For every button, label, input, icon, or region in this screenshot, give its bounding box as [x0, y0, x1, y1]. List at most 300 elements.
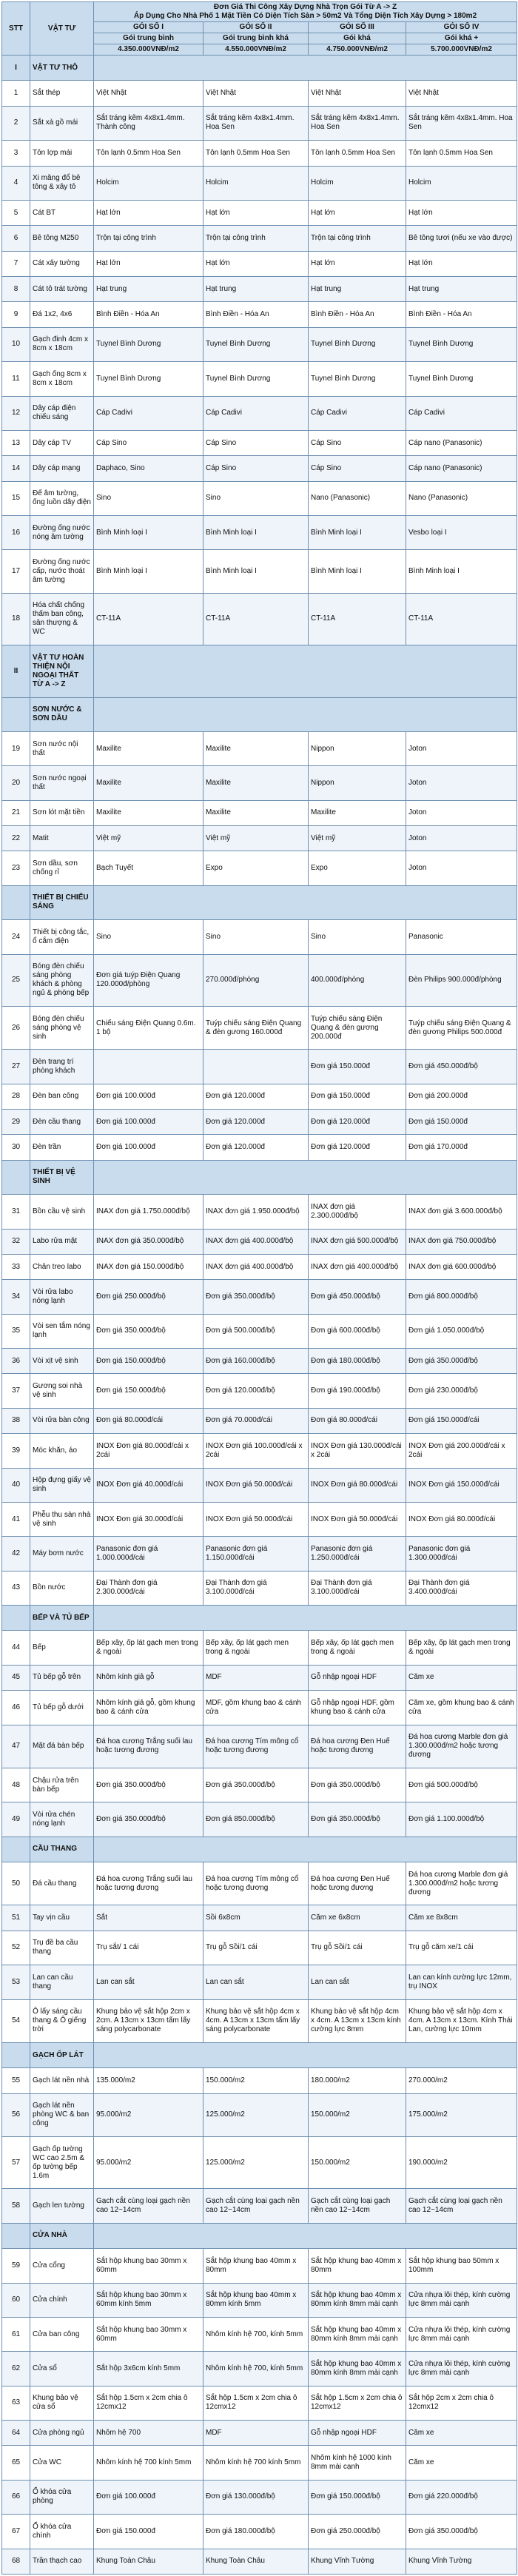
row-package-3-value: Expo	[309, 851, 406, 885]
row-package-3-value: Căm xe 6x8cm	[309, 1905, 406, 1931]
row-stt: 24	[2, 920, 30, 954]
row-package-1-value: Cáp Cadivi	[94, 396, 204, 430]
row-package-3-value: Gỗ nhập ngoại HDF	[309, 1665, 406, 1690]
row-package-3-value: Bình Minh loại I	[309, 550, 406, 593]
row-package-2-value: 270.000đ/phòng	[204, 954, 309, 1006]
table-row	[2, 1905, 517, 1931]
row-item-name: Đèn trần	[30, 1135, 94, 1160]
row-stt	[2, 1837, 30, 1862]
row-package-4-value: INAX đơn giá 750.000đ/bộ	[406, 1229, 517, 1254]
row-stt: 34	[2, 1280, 30, 1314]
section-title: THIẾT BỊ VỆ SINH	[30, 1160, 94, 1194]
row-stt: 23	[2, 851, 30, 885]
row-package-3-value: Tuýp chiếu sáng Điện Quang & đèn gương 200.000đ	[309, 1006, 406, 1049]
row-item-name: Cửa phòng ngủ	[30, 2421, 94, 2446]
table-row	[2, 1571, 517, 1605]
section-filler	[94, 645, 517, 697]
table-row	[2, 1280, 517, 1314]
table-row	[2, 593, 517, 645]
row-package-2-value: Đơn giá 180.000đ/bộ	[204, 2515, 309, 2549]
row-stt: 66	[2, 2480, 30, 2514]
row-stt: 64	[2, 2421, 30, 2446]
row-package-2-value: Nhôm kính hệ 700, kính 5mm	[204, 2352, 309, 2386]
row-package-1-value: Chiếu sáng Điện Quang 0.6m. 1 bộ	[94, 1006, 204, 1049]
table-row	[2, 396, 517, 430]
row-package-4-value: 175.000/m2	[406, 2093, 517, 2136]
row-package-1-value: Trộn tại công trình	[94, 226, 204, 251]
row-stt: 38	[2, 1408, 30, 1433]
row-package-2-value: Sồi 6x8cm	[204, 1905, 309, 1931]
row-package-1-value: INAX đơn giá 1.750.000đ/bộ	[94, 1195, 204, 1229]
row-stt: 39	[2, 1434, 30, 1468]
row-package-2-value: Bình Điền - Hóa An	[204, 302, 309, 327]
section-title: SƠN NƯỚC & SƠN DẦU	[30, 697, 94, 731]
section-title: VẬT TƯ HOÀN THIỆN NỘI NGOẠI THẤT TỪ A -> Z	[30, 645, 94, 697]
row-package-1-value: INAX đơn giá 150.000đ/bộ	[94, 1254, 204, 1279]
row-item-name: Ổ khóa cửa phòng	[30, 2480, 94, 2514]
row-package-1-value: Đơn giá 100.000đ	[94, 2480, 204, 2514]
row-package-4-value: Lan can kính cường lực 12mm, trụ INOX	[406, 1965, 517, 1999]
row-package-3-value: 150.000/m2	[309, 2093, 406, 2136]
row-item-name: Chân treo labo	[30, 1254, 94, 1279]
row-package-4-value: Hạt lớn	[406, 200, 517, 225]
row-stt: 18	[2, 593, 30, 645]
row-package-2-value: Cáp Sino	[204, 456, 309, 481]
row-stt: 25	[2, 954, 30, 1006]
row-stt: 58	[2, 2189, 30, 2223]
row-package-1-value: Sắt hộp 1.5cm x 2cm chia ô 12cmx12	[94, 2386, 204, 2420]
row-package-3-value: Đơn giá 150.000đ	[309, 1050, 406, 1084]
row-item-name: Vòi sen tắm nóng lạnh	[30, 1314, 94, 1348]
row-package-1-value: Sắt hộp khung bao 30mm x 60mm	[94, 2249, 204, 2283]
row-package-3-value: INOX Đơn giá 80.000đ/cái	[309, 1468, 406, 1502]
row-package-4-value: Đơn giá 150.000đ/cái	[406, 1408, 517, 1433]
table-row	[2, 731, 517, 765]
row-package-4-value: Joton	[406, 800, 517, 825]
row-stt: 61	[2, 2317, 30, 2351]
table-row	[2, 1006, 517, 1049]
table-row	[2, 516, 517, 550]
row-stt: 52	[2, 1931, 30, 1965]
row-stt: 1	[2, 81, 30, 106]
row-item-name: Mặt đá bàn bếp	[30, 1725, 94, 1768]
row-package-4-value: Joton	[406, 826, 517, 851]
row-package-3-value: 400.000đ/phòng	[309, 954, 406, 1006]
row-item-name: Gạch ống 8cm x 8cm x 18cm	[30, 362, 94, 396]
section-filler	[94, 885, 517, 919]
row-package-3-value: Bình Điền - Hóa An	[309, 302, 406, 327]
row-package-4-value: Căm xe	[406, 1665, 517, 1690]
row-item-name: Dây cáp điện chiếu sáng	[30, 396, 94, 430]
row-package-4-value: Holcim	[406, 166, 517, 200]
row-package-1-value: Việt Nhật	[94, 81, 204, 106]
header-vat-tu: VẬT TƯ	[30, 2, 94, 56]
row-package-3-value: Đơn giá 150.000đ	[309, 1084, 406, 1109]
row-stt: 63	[2, 2386, 30, 2420]
row-package-4-value: Đơn giá 170.000đ	[406, 1135, 517, 1160]
section-filler	[94, 1837, 517, 1862]
row-package-3-value: Sắt hộp khung bao 40mm x 80mm	[309, 2249, 406, 2283]
row-stt: 47	[2, 1725, 30, 1768]
row-package-3-value: Đơn giá 250.000đ/bộ	[309, 2515, 406, 2549]
row-package-4-value: Sắt hộp khung bao 50mm x 100mm	[406, 2249, 517, 2283]
row-package-2-value: Đơn giá 850.000đ/bộ	[204, 1802, 309, 1837]
package-3: GÓI SỐ III	[309, 22, 406, 33]
table-row	[2, 2249, 517, 2283]
row-package-4-value: Khung bảo vệ sắt hộp 4cm x 4cm. A 13cm x 13cm. Kính Thái Lan, cường lực 10mm	[406, 1999, 517, 2042]
row-package-3-value: Cáp Cadivi	[309, 396, 406, 430]
row-item-name: Bóng đèn chiếu sáng phòng vệ sinh	[30, 1006, 94, 1049]
row-stt: 31	[2, 1195, 30, 1229]
section-row	[2, 1837, 517, 1862]
row-item-name: Sơn lót mặt tiền	[30, 800, 94, 825]
row-package-2-value: Sắt hộp 1.5cm x 2cm chia ô 12cmx12	[204, 2386, 309, 2420]
row-package-1-value: Nhôm kính giả gỗ, gồm khung bao & cánh cửa	[94, 1691, 204, 1725]
table-row	[2, 166, 517, 200]
row-package-4-value: Tuynel Bình Dương	[406, 362, 517, 396]
row-package-2-value: Maxilite	[204, 731, 309, 765]
price-table-sheet	[1, 1, 517, 2575]
grade-1: Gói trung bình	[94, 33, 204, 44]
row-package-4-value: Tôn lạnh 0.5mm Hoa Sen	[406, 141, 517, 166]
table-row	[2, 1768, 517, 1802]
row-package-2-value: Hạt lớn	[204, 251, 309, 276]
row-item-name: Gạch ốp tường WC cao 2.5m & ốp tường bếp 1.6m	[30, 2137, 94, 2189]
table-row	[2, 251, 517, 276]
row-package-1-value: Đơn giá 150.000đ/bộ	[94, 1349, 204, 1374]
row-item-name: Cửa ban công	[30, 2317, 94, 2351]
row-package-3-value: Hạt lớn	[309, 251, 406, 276]
row-item-name: Vòi rửa chén nóng lạnh	[30, 1802, 94, 1837]
row-package-1-value: CT-11A	[94, 593, 204, 645]
row-package-3-value: Đơn giá 120.000đ	[309, 1110, 406, 1135]
row-package-1-value: Hạt lớn	[94, 251, 204, 276]
row-package-3-value: INOX Đơn giá 130.000đ/cái x 2cái	[309, 1434, 406, 1468]
section-filler	[94, 2042, 517, 2067]
row-package-4-value: Đơn giá 220.000đ/bộ	[406, 2480, 517, 2514]
row-stt: 55	[2, 2068, 30, 2093]
table-row	[2, 1862, 517, 1905]
table-row	[2, 141, 517, 166]
row-package-4-value: Hạt trung	[406, 277, 517, 302]
row-package-1-value: Đơn giá 150.000đ	[94, 2515, 204, 2549]
row-package-1-value: Nhôm kính giả gỗ	[94, 1665, 204, 1690]
section-title: VẬT TƯ THÔ	[30, 56, 94, 81]
row-package-2-value: 125.000/m2	[204, 2093, 309, 2136]
row-package-3-value: Sắt hộp khung bao 40mm x 80mm kính 8mm mài cạnh	[309, 2283, 406, 2317]
row-package-3-value: Đại Thành đơn giá 3.100.000đ/cái	[309, 1571, 406, 1605]
row-package-2-value: INAX đơn giá 400.000đ/bộ	[204, 1229, 309, 1254]
grade-4: Gói khá +	[406, 33, 517, 44]
row-package-1-value: Bạch Tuyết	[94, 851, 204, 885]
row-stt: II	[2, 645, 30, 697]
row-item-name: Sơn dầu, sơn chống rỉ	[30, 851, 94, 885]
row-item-name: Cửa WC	[30, 2446, 94, 2480]
row-package-2-value: Nhôm kính hệ 700, kính 5mm	[204, 2317, 309, 2351]
table-row	[2, 1349, 517, 1374]
row-package-2-value: Đơn giá 120.000đ	[204, 1110, 309, 1135]
table-row	[2, 1665, 517, 1690]
grade-2: Gói trung bình khá	[204, 33, 309, 44]
row-package-2-value: Trộn tại công trình	[204, 226, 309, 251]
row-package-3-value: Gỗ nhập ngoại HDF	[309, 2421, 406, 2446]
row-package-2-value: Đá hoa cương Tím mông cổ hoặc tương đương	[204, 1725, 309, 1768]
table-row	[2, 106, 517, 140]
row-package-2-value: Bình Minh loại I	[204, 516, 309, 550]
row-package-2-value: Lan can sắt	[204, 1965, 309, 1999]
table-row	[2, 1408, 517, 1433]
table-row	[2, 1999, 517, 2042]
table-row	[2, 1314, 517, 1348]
row-package-2-value: Việt Nhật	[204, 81, 309, 106]
row-stt: 15	[2, 481, 30, 515]
row-package-3-value: Đơn giá 180.000đ/bộ	[309, 1349, 406, 1374]
section-filler	[94, 56, 517, 81]
row-stt: 11	[2, 362, 30, 396]
row-package-2-value: Sắt hộp khung bao 40mm x 80mm	[204, 2249, 309, 2283]
table-row	[2, 550, 517, 593]
row-stt	[2, 2223, 30, 2248]
row-package-3-value: Đá hoa cương Đen Huế hoặc tương đương	[309, 1725, 406, 1768]
row-package-4-value: Cửa nhựa lõi thép, kính cường lực 8mm mài cạnh	[406, 2352, 517, 2386]
row-item-name: Vòi rửa bàn công	[30, 1408, 94, 1433]
row-package-4-value: 190.000/m2	[406, 2137, 517, 2189]
row-stt: 30	[2, 1135, 30, 1160]
row-package-1-value: Bình Minh loại I	[94, 516, 204, 550]
row-package-2-value: Việt mỹ	[204, 826, 309, 851]
row-package-3-value: Nano (Panasonic)	[309, 481, 406, 515]
table-row	[2, 200, 517, 225]
row-package-3-value: INAX đơn giá 500.000đ/bộ	[309, 1229, 406, 1254]
row-stt: 68	[2, 2549, 30, 2574]
table-row	[2, 362, 517, 396]
row-package-4-value: Bếp xây, ốp lát gạch men trong & ngoài	[406, 1631, 517, 1665]
row-package-4-value: Sắt hộp 2cm x 2cm chia ô 12cmx12	[406, 2386, 517, 2420]
row-package-1-value: Panasonic đơn giá 1.000.000đ/cái	[94, 1537, 204, 1571]
row-package-4-value: Đơn giá 150.000đ	[406, 1110, 517, 1135]
row-package-1-value: Đơn giá 350.000đ/bộ	[94, 1768, 204, 1802]
row-package-4-value: Hạt lớn	[406, 251, 517, 276]
row-package-1-value: 135.000/m2	[94, 2068, 204, 2093]
table-row	[2, 430, 517, 455]
row-package-2-value: Gạch cắt cùng loại gạch nền cao 12~14cm	[204, 2189, 309, 2223]
row-stt: 32	[2, 1229, 30, 1254]
row-package-3-value: Maxilite	[309, 800, 406, 825]
row-package-3-value: 180.000/m2	[309, 2068, 406, 2093]
row-package-1-value: Bếp xây, ốp lát gạch men trong & ngoài	[94, 1631, 204, 1665]
row-package-1-value: Đơn giá 250.000đ/bộ	[94, 1280, 204, 1314]
row-package-2-value: INOX Đơn giá 50.000đ/cái	[204, 1502, 309, 1536]
row-package-1-value: Maxilite	[94, 800, 204, 825]
row-item-name: Vòi xịt vệ sinh	[30, 1349, 94, 1374]
row-stt: 51	[2, 1905, 30, 1931]
table-row	[2, 1135, 517, 1160]
row-package-1-value: Đơn giá 150.000đ/bộ	[94, 1374, 204, 1408]
section-row	[2, 56, 517, 81]
row-package-2-value: MDF, gồm khung bao & cánh cửa	[204, 1691, 309, 1725]
row-package-3-value: Nippon	[309, 766, 406, 800]
row-package-1-value: Maxilite	[94, 731, 204, 765]
row-item-name: Đèn ban công	[30, 1084, 94, 1109]
row-item-name: Vòi rửa labo nóng lạnh	[30, 1280, 94, 1314]
table-row	[2, 1084, 517, 1109]
price-1: 4.350.000VNĐ/m2	[94, 44, 204, 56]
row-package-2-value: Tôn lạnh 0.5mm Hoa Sen	[204, 141, 309, 166]
table-row	[2, 1374, 517, 1408]
row-package-1-value: Đại Thành đơn giá 2.300.000đ/cái	[94, 1571, 204, 1605]
row-package-4-value: Đơn giá 800.000đ/bộ	[406, 1280, 517, 1314]
row-package-3-value: Sắt tráng kẽm 4x8x1.4mm. Hoa Sen	[309, 106, 406, 140]
row-item-name: Máy bơm nước	[30, 1537, 94, 1571]
row-package-4-value: Đơn giá 450.000đ/bộ	[406, 1050, 517, 1084]
row-package-2-value: Đơn giá 120.000đ/bộ	[204, 1374, 309, 1408]
row-package-4-value: Cửa nhựa lõi thép, kính cường lực 8mm mài cạnh	[406, 2317, 517, 2351]
row-package-1-value: Sắt tráng kẽm 4x8x1.4mm. Thành công	[94, 106, 204, 140]
row-item-name: Lan can cầu thang	[30, 1965, 94, 1999]
row-package-4-value: Đơn giá 230.000đ/bộ	[406, 1374, 517, 1408]
table-row	[2, 954, 517, 1006]
row-package-4-value: Căm xe, gồm khung bao & cánh cửa	[406, 1691, 517, 1725]
row-package-2-value: Maxilite	[204, 800, 309, 825]
row-package-3-value: Hạt lớn	[309, 200, 406, 225]
row-package-4-value: Đại Thành đơn giá 3.400.000đ/cái	[406, 1571, 517, 1605]
row-package-3-value: INOX Đơn giá 50.000đ/cái	[309, 1502, 406, 1536]
row-package-2-value: INOX Đơn giá 100.000đ/cái x 2cái	[204, 1434, 309, 1468]
row-item-name: Gạch len tường	[30, 2189, 94, 2223]
table-row	[2, 1931, 517, 1965]
row-item-name: Dây cáp mạng	[30, 456, 94, 481]
row-stt: 21	[2, 800, 30, 825]
row-package-2-value: Bình Minh loại I	[204, 550, 309, 593]
row-package-3-value: Trụ gỗ Sồi/1 cái	[309, 1931, 406, 1965]
row-package-2-value: Sino	[204, 481, 309, 515]
section-row	[2, 885, 517, 919]
row-package-3-value: Sắt hộp khung bao 40mm x 80mm kính 8mm mài cạnh	[309, 2352, 406, 2386]
row-package-3-value: 150.000/m2	[309, 2137, 406, 2189]
row-item-name: Gạch lát nền nhà	[30, 2068, 94, 2093]
row-stt: 6	[2, 226, 30, 251]
row-package-3-value: Nhôm kính hệ 1000 kính 8mm mài cạnh	[309, 2446, 406, 2480]
table-row	[2, 302, 517, 327]
row-package-1-value: 95.000/m2	[94, 2137, 204, 2189]
table-row	[2, 800, 517, 825]
section-row	[2, 1160, 517, 1194]
row-stt: 29	[2, 1110, 30, 1135]
row-package-2-value: 125.000/m2	[204, 2137, 309, 2189]
table-row	[2, 1434, 517, 1468]
table-row	[2, 481, 517, 515]
row-package-4-value: Vesbo loại I	[406, 516, 517, 550]
section-row	[2, 2223, 517, 2248]
header-title	[94, 2, 517, 22]
row-item-name: Tủ bếp gỗ trên	[30, 1665, 94, 1690]
row-item-name: Cát BT	[30, 200, 94, 225]
row-package-3-value: Đá hoa cương Đen Huế hoặc tương đương	[309, 1862, 406, 1905]
row-stt: 13	[2, 430, 30, 455]
row-stt: 43	[2, 1571, 30, 1605]
row-item-name: Sơn nước ngoại thất	[30, 766, 94, 800]
table-row	[2, 2093, 517, 2136]
row-package-1-value: Nhôm hệ 700	[94, 2421, 204, 2446]
row-package-3-value: Gạch cắt cùng loại gạch nền cao 12~14cm	[309, 2189, 406, 2223]
title-line-1: Đơn Giá Thi Công Xây Dựng Nhà Trọn Gói Từ A -> Z	[213, 3, 397, 11]
row-stt	[2, 2042, 30, 2067]
row-package-2-value: Đơn giá 130.000đ/bộ	[204, 2480, 309, 2514]
row-package-1-value: INOX Đơn giá 40.000đ/cái	[94, 1468, 204, 1502]
row-package-3-value: Đơn giá 120.000đ	[309, 1135, 406, 1160]
row-item-name: Cửa sổ	[30, 2352, 94, 2386]
row-package-2-value: Đơn giá 350.000đ/bộ	[204, 1768, 309, 1802]
row-stt: I	[2, 56, 30, 81]
row-package-1-value: Sino	[94, 920, 204, 954]
row-package-4-value: Cửa nhựa lõi thép, kính cường lực 8mm mài cạnh	[406, 2283, 517, 2317]
row-package-2-value: 150.000/m2	[204, 2068, 309, 2093]
table-row	[2, 1110, 517, 1135]
row-package-2-value: Trụ gỗ Sồi/1 cái	[204, 1931, 309, 1965]
row-package-3-value: Khung bảo vệ sắt hộp 4cm x 4cm. A 13cm x 13cm kính cường lực 8mm	[309, 1999, 406, 2042]
row-package-3-value: Khung Vĩnh Tường	[309, 2549, 406, 2574]
row-package-2-value: INOX Đơn giá 50.000đ/cái	[204, 1468, 309, 1502]
row-package-1-value: Tuynel Bình Dương	[94, 327, 204, 361]
row-item-name: Sơn nước nội thất	[30, 731, 94, 765]
row-stt: 16	[2, 516, 30, 550]
table-row	[2, 2283, 517, 2317]
row-package-2-value: CT-11A	[204, 593, 309, 645]
row-package-4-value: Căm xe	[406, 2421, 517, 2446]
table-row	[2, 2137, 517, 2189]
row-item-name: Móc khăn, áo	[30, 1434, 94, 1468]
row-package-1-value: Sắt hộp khung bao 30mm x 60mm	[94, 2317, 204, 2351]
row-stt: 60	[2, 2283, 30, 2317]
row-package-3-value: Bếp xây, ốp lát gạch men trong & ngoài	[309, 1631, 406, 1665]
row-package-2-value: Khung Toàn Châu	[204, 2549, 309, 2574]
row-package-1-value: Khung bảo vệ sắt hộp 2cm x 2cm. A 13cm x 13cm tấm lấy sáng polycarbonate	[94, 1999, 204, 2042]
row-package-3-value: Đơn giá 350.000đ/bộ	[309, 1768, 406, 1802]
row-package-4-value: 270.000/m2	[406, 2068, 517, 2093]
row-package-1-value: Tuynel Bình Dương	[94, 362, 204, 396]
section-row	[2, 2042, 517, 2067]
row-stt: 7	[2, 251, 30, 276]
table-row	[2, 2421, 517, 2446]
row-package-3-value: CT-11A	[309, 593, 406, 645]
row-package-3-value: INAX đơn giá 2.300.000đ/bộ	[309, 1195, 406, 1229]
table-row	[2, 1537, 517, 1571]
table-row	[2, 2549, 517, 2574]
row-item-name: Labo rửa mặt	[30, 1229, 94, 1254]
row-stt: 3	[2, 141, 30, 166]
row-stt: 45	[2, 1665, 30, 1690]
section-title: THIẾT BỊ CHIẾU SÁNG	[30, 885, 94, 919]
section-filler	[94, 2223, 517, 2248]
row-package-2-value: Đơn giá 500.000đ/bộ	[204, 1314, 309, 1348]
row-stt: 67	[2, 2515, 30, 2549]
row-package-3-value: Đơn giá 80.000đ/cái	[309, 1408, 406, 1433]
row-package-3-value: Hạt trung	[309, 277, 406, 302]
row-package-1-value: Nhôm kính hệ 700 kính 5mm	[94, 2446, 204, 2480]
row-package-3-value: Lan can sắt	[309, 1965, 406, 1999]
row-package-2-value: Panasonic đơn giá 1.150.000đ/cái	[204, 1537, 309, 1571]
row-item-name: Bê tông M250	[30, 226, 94, 251]
price-table	[1, 1, 517, 2575]
table-row	[2, 1502, 517, 1536]
row-package-2-value: INAX đơn giá 1.950.000đ/bộ	[204, 1195, 309, 1229]
row-item-name: Đường ống nước nóng âm tường	[30, 516, 94, 550]
row-package-1-value: Đơn giá 100.000đ	[94, 1084, 204, 1109]
header-stt: STT	[2, 2, 30, 56]
row-stt: 46	[2, 1691, 30, 1725]
row-package-2-value: Sino	[204, 920, 309, 954]
section-title: BẾP VÀ TỦ BẾP	[30, 1606, 94, 1631]
